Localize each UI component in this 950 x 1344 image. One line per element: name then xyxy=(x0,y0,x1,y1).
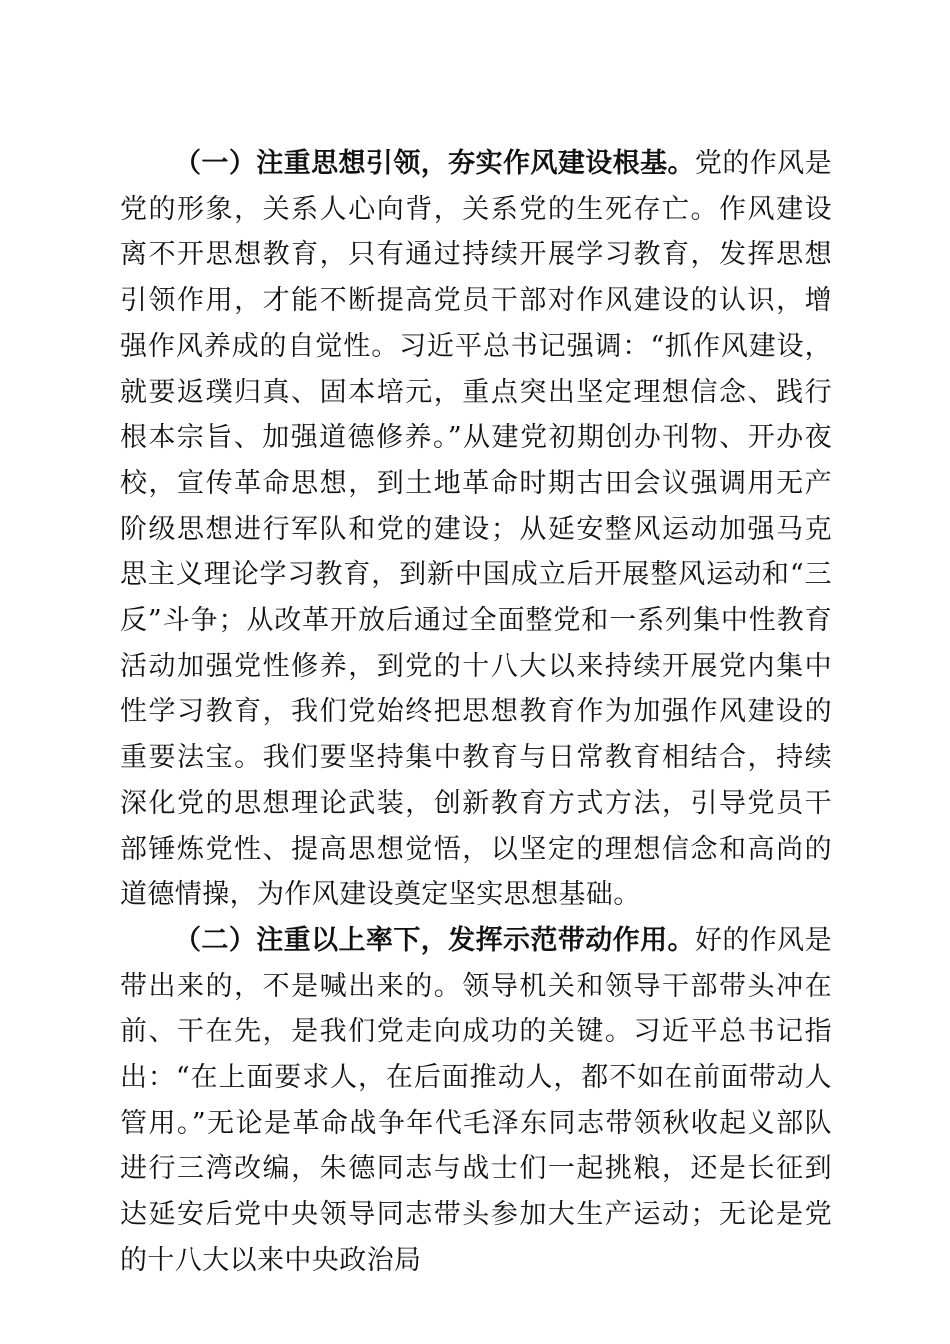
paragraph-1-text: 党的作风是党的形象，关系人心向背，关系党的生死存亡。作风建设离不开思想教育，只有通过持续开展学习教育，发挥思想引领作用，才能不断提高党员干部对作风建设的认识，增强作风养成的自觉性。习近平总书记强调：“抓作风建设，就要返璞归真、固本培元，重点突出坚定理想信念、践行根本宗旨、加强道德修养。”从建党初期创办刊物、开办夜校，宣传革命思想，到土地革命时期古田会议强调用无产阶级思想进行军队和党的建设；从延安整风运动加强马克思主义理论学习教育，到新中国成立后开展整风运动和“三反”斗争；从改革开放后通过全面整党和一系列集中性教育活动加强党性修养，到党的十八大以来持续开展党内集中性学习教育，我们党始终把思想教育作为加强作风建设的重要法宝。我们要坚持集中教育与日常教育相结合，持续深化党的思想理论武装，创新教育方式方法，引导党员干部锤炼党性、提高思想觉悟，以坚定的理想信念和高尚的道德情操，为作风建设奠定坚实思想基础。 xyxy=(120,148,832,911)
paragraph-1 xyxy=(120,141,832,918)
paragraph-1-heading: （一）注重思想引领，夯实作风建设根基。 xyxy=(174,148,695,179)
paragraph-2-heading: （二）注重以上率下，发挥示范带动作用。 xyxy=(174,924,695,956)
paragraph-2 xyxy=(120,918,832,1284)
document-body xyxy=(120,141,832,1284)
paragraph-2-text: 好的作风是带出来的，不是喊出来的。领导机关和领导干部带头冲在前、干在先，是我们党走向成功的关键。习近平总书记指出：“在上面要求人，在后面推动人，都不如在前面带动人管用。”无论是革命战争年代毛泽东同志带领秋收起义部队进行三湾改编，朱德同志与战士们一起挑粮，还是长征到达延安后党中央领导同志带头参加大生产运动；无论是党的十八大以来中央政治局 xyxy=(120,924,832,1276)
